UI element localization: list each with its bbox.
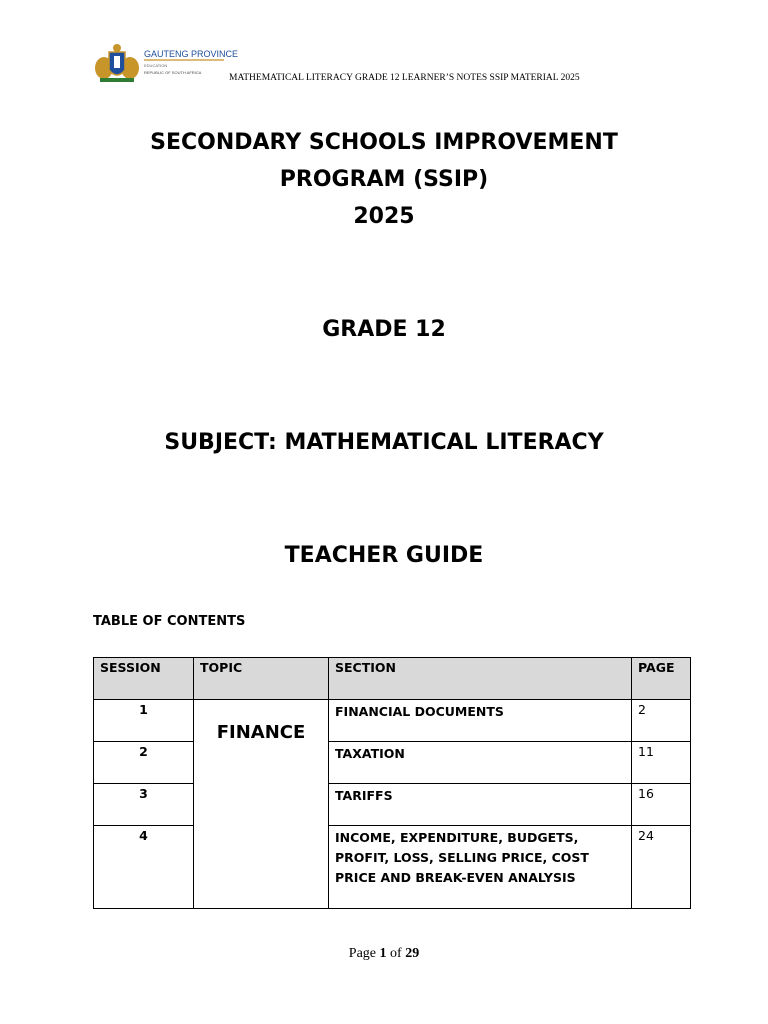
- page-number: 24: [632, 826, 691, 909]
- section-title: FINANCIAL DOCUMENTS: [329, 700, 632, 742]
- session-number: 3: [94, 784, 194, 826]
- column-header-section: SECTION: [329, 658, 632, 700]
- page-number: 11: [632, 742, 691, 784]
- subject-heading: [0, 424, 768, 461]
- document-title: [0, 124, 768, 235]
- section-title: INCOME, EXPENDITURE, BUDGETS, PROFIT, LOSS, SELLING PRICE, COST PRICE AND BREAK-EVEN ANALYSIS: [329, 826, 632, 909]
- page-word: Page: [348, 946, 377, 961]
- column-header-topic: TOPIC: [194, 658, 329, 700]
- column-header-page: PAGE: [632, 658, 691, 700]
- table-row: [94, 826, 691, 909]
- coat-of-arms-icon: [95, 44, 139, 82]
- table-row: [94, 700, 691, 742]
- teacher-guide-text: TEACHER GUIDE: [284, 543, 484, 568]
- table-row: [94, 742, 691, 784]
- page-header: [92, 42, 692, 86]
- column-header-session: SESSION: [94, 658, 194, 700]
- grade-text: GRADE 12: [322, 317, 446, 342]
- of-word: of: [390, 946, 402, 961]
- svg-text:GAUTENG PROVINCE: GAUTENG PROVINCE: [144, 49, 239, 59]
- teacher-guide-heading: [0, 537, 768, 574]
- page-number: 2: [632, 700, 691, 742]
- page-footer: [0, 946, 768, 962]
- section-title: TARIFFS: [329, 784, 632, 826]
- session-number: 1: [94, 700, 194, 742]
- svg-text:EDUCATION: EDUCATION: [144, 63, 168, 68]
- current-page-number: 1: [379, 946, 387, 961]
- session-number: 2: [94, 742, 194, 784]
- toc-header-row: [94, 658, 691, 700]
- svg-text:REPUBLIC OF SOUTH AFRICA: REPUBLIC OF SOUTH AFRICA: [144, 70, 202, 75]
- session-number: 4: [94, 826, 194, 909]
- title-line-1: SECONDARY SCHOOLS IMPROVEMENT: [150, 130, 618, 155]
- total-pages: 29: [405, 946, 420, 961]
- table-row: [94, 784, 691, 826]
- title-line-2: PROGRAM (SSIP): [279, 167, 489, 192]
- table-of-contents: [93, 657, 691, 909]
- topic-cell: FINANCE: [194, 700, 329, 909]
- subject-text: SUBJECT: MATHEMATICAL LITERACY: [164, 430, 604, 455]
- title-line-3: 2025: [353, 204, 415, 229]
- gauteng-province-logo: [92, 42, 239, 84]
- running-header-title: MATHEMATICAL LITERACY GRADE 12 LEARNER’S NOTES SSIP MATERIAL 2025: [229, 73, 580, 83]
- page-number: 16: [632, 784, 691, 826]
- toc-heading: TABLE OF CONTENTS: [93, 614, 246, 629]
- grade-heading: [0, 311, 768, 348]
- section-title: TAXATION: [329, 742, 632, 784]
